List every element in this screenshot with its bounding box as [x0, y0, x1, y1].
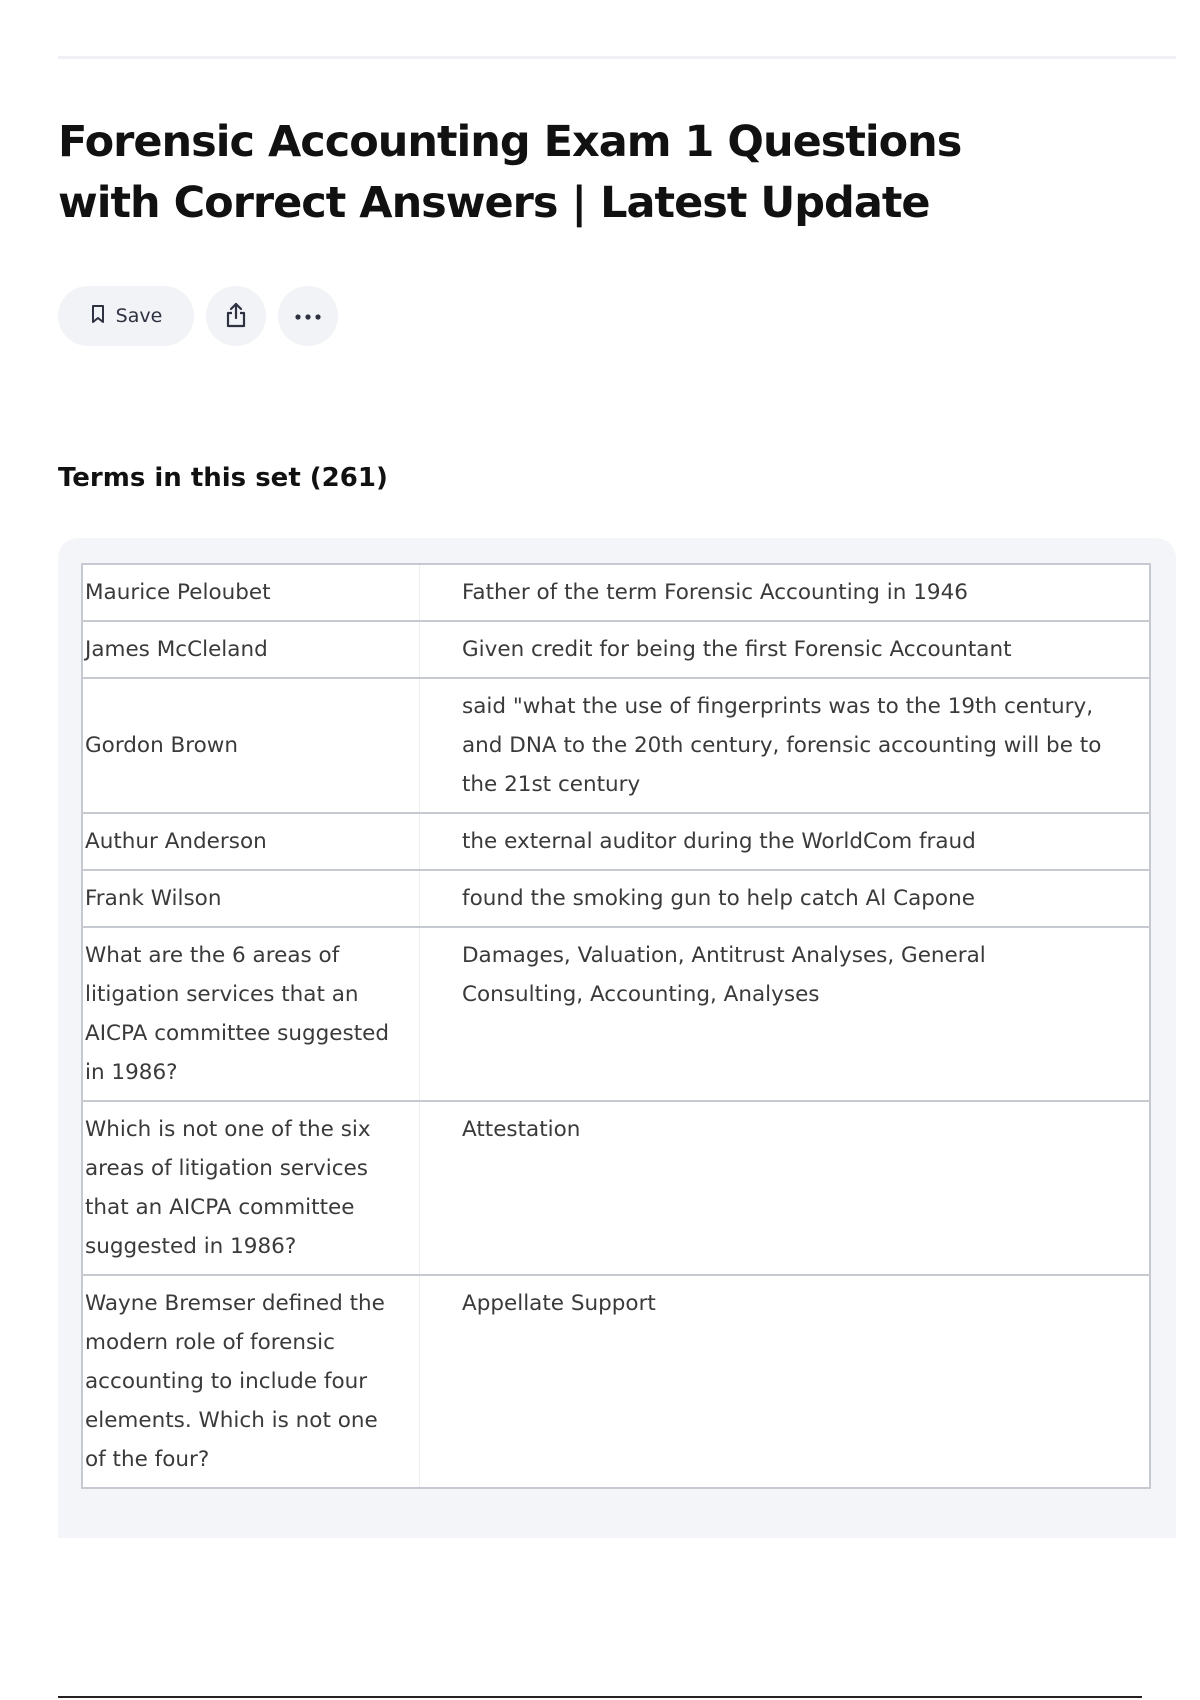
definition-cell: Given credit for being the first Forensic Accountant: [420, 621, 1151, 678]
share-icon: [223, 301, 249, 332]
term-cell: Maurice Peloubet: [82, 564, 420, 621]
term-cell: What are the 6 areas of litigation services that an AICPA committee suggested in 1986?: [82, 927, 420, 1101]
table-row: [82, 813, 1150, 870]
terms-heading: Terms in this set (261): [58, 463, 388, 493]
definition-cell: Attestation: [420, 1101, 1151, 1275]
definition-cell: Damages, Valuation, Antitrust Analyses, General Consulting, Accounting, Analyses: [420, 927, 1151, 1101]
term-cell: Wayne Bremser defined the modern role of forensic accounting to include four elements. Which is not one of the four?: [82, 1275, 420, 1488]
page-title: Forensic Accounting Exam 1 Questions with Correct Answers | Latest Update: [58, 117, 962, 228]
terms-table: [81, 563, 1151, 1489]
save-button[interactable]: [58, 286, 194, 346]
definition-cell: Father of the term Forensic Accounting in 1946: [420, 564, 1151, 621]
save-label: Save: [115, 305, 163, 327]
top-divider: [58, 56, 1176, 59]
term-cell: Authur Anderson: [82, 813, 420, 870]
definition-cell: found the smoking gun to help catch Al Capone: [420, 870, 1151, 927]
definition-cell: said "what the use of fingerprints was to the 19th century, and DNA to the 20th century, forensic accounting will be to the 21st century: [420, 678, 1151, 813]
action-bar: [58, 286, 350, 346]
bottom-divider: [58, 1696, 1142, 1698]
term-cell: Gordon Brown: [82, 678, 420, 813]
share-button[interactable]: [206, 286, 266, 346]
bookmark-icon: [90, 304, 106, 329]
more-options-button[interactable]: [278, 286, 338, 346]
definition-cell: Appellate Support: [420, 1275, 1151, 1488]
table-row: [82, 870, 1150, 927]
table-row: [82, 1101, 1150, 1275]
term-cell: Frank Wilson: [82, 870, 420, 927]
table-row: [82, 1275, 1150, 1488]
term-cell: James McCleland: [82, 621, 420, 678]
definition-cell: the external auditor during the WorldCom fraud: [420, 813, 1151, 870]
table-row: [82, 927, 1150, 1101]
more-horizontal-icon: [294, 309, 322, 324]
table-row: [82, 678, 1150, 813]
table-row: [82, 621, 1150, 678]
table-row: [82, 564, 1150, 621]
term-cell: Which is not one of the six areas of litigation services that an AICPA committee suggested in 1986?: [82, 1101, 420, 1275]
